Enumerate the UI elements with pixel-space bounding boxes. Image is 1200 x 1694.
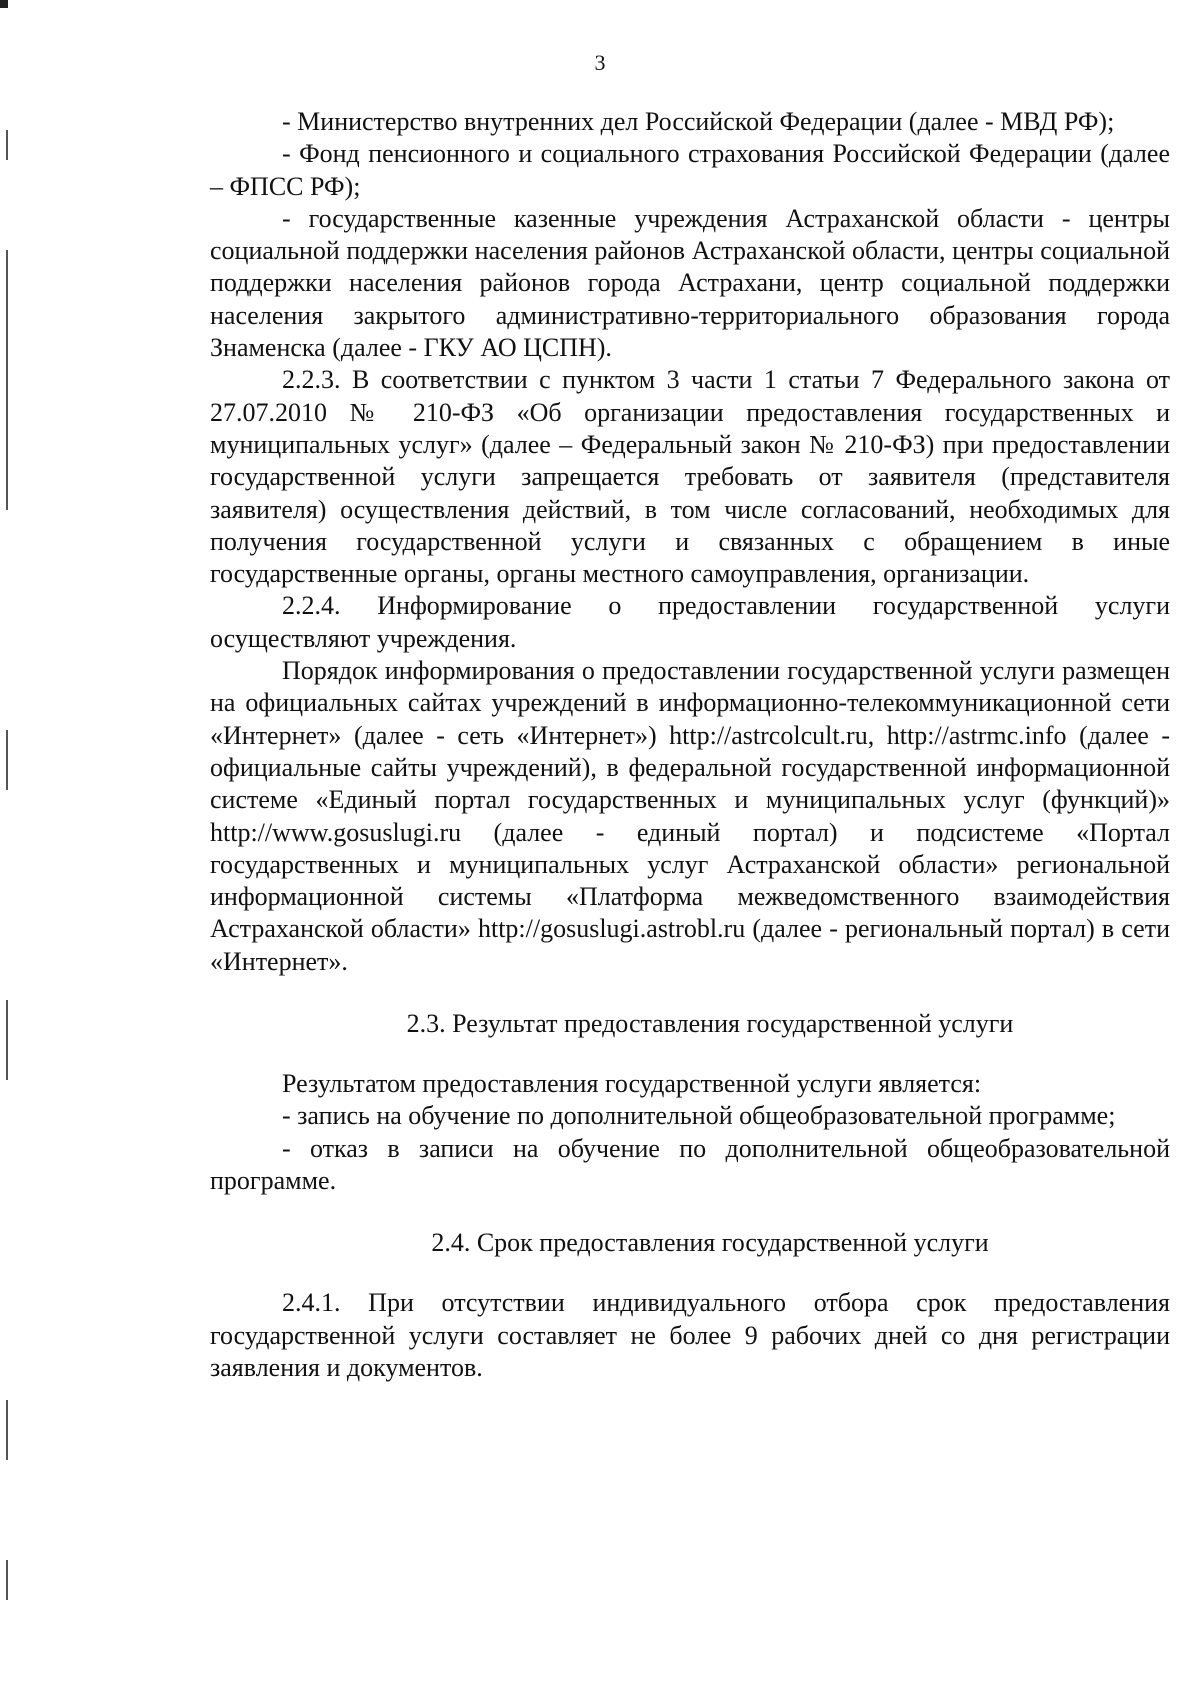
paragraph: - отказ в записи на обучение по дополнительной общеобразовательной программе.	[210, 1133, 1170, 1195]
paragraph: - запись на обучение по дополнительной общеобразовательной программе;	[282, 1101, 1116, 1131]
scan-artifact	[6, 250, 8, 510]
scan-artifact	[6, 1400, 8, 1460]
page-number: 3	[594, 50, 606, 75]
scan-artifact	[6, 1000, 8, 1080]
scan-artifact	[6, 130, 8, 160]
scan-artifact	[0, 0, 8, 8]
section-heading: 2.3. Результат предоставления государственной услуги	[406, 1009, 1014, 1039]
paragraph: 2.2.4. Информирование о предоставлении государственной услуги осуществляют учреждения.	[210, 591, 1170, 653]
paragraph: - государственные казенные учреждения Астраханской области - центры социальной поддержки населения районов Астраханской области, центры социальной поддержки населения районов города Астрахани, центр социальной поддержки населения закрытого административно-территориального образования города Знаменска (далее - ГКУ АО ЦСПН).	[210, 203, 1170, 363]
paragraph: - Министерство внутренних дел Российской Федерации (далее - МВД РФ);	[282, 107, 1115, 136]
paragraph: Порядок информирования о предоставлении государственной услуги размещен на официальных сайтах учреждений в информационно-телекоммуникационной сети «Интернет» (далее - сеть «Интернет») http://astrcolcult.ru, http://astrmc.info (далее - официальные сайты учреждений), в федеральной государственной информационной системе «Единый портал государственных и муниципальных услуг (функций)» http://www.gosuslugi.ru (далее - единый портал) и подсистеме «Портал государственных и муниципальных услуг Астраханской области» региональной информационной системы «Платформа межведомственного взаимодействия Астраханской области» http://gosuslugi.astrobl.ru (далее - региональный портал) в сети «Интернет».	[210, 656, 1170, 976]
document-body	[210, 106, 1170, 1384]
paragraph: 2.2.3. В соответствии с пунктом 3 части 1 статьи 7 Федерального закона от 27.07.2010 № 210-ФЗ «Об организации предоставления государственных и муниципальных услуг» (далее – Федеральный закон № 210-ФЗ) при предоставлении государственной услуги запрещается требовать от заявителя (представителя заявителя) осуществления действий, в том числе согласований, необходимых для получения государственной услуги и связанных с обращением в иные государственные органы, органы местного самоуправления, организации.	[210, 365, 1170, 589]
paragraph: - Фонд пенсионного и социального страхования Российской Федерации (далее – ФПСС РФ);	[210, 139, 1170, 201]
scan-artifact	[6, 730, 8, 790]
scan-artifact	[6, 1560, 8, 1600]
paragraph: Результатом предоставления государственной услуги является:	[282, 1069, 982, 1099]
section-heading: 2.4. Срок предоставления государственной услуги	[431, 1228, 989, 1258]
paragraph: 2.4.1. При отсутствии индивидуального отбора срок предоставления государственной услуги составляет не более 9 рабочих дней со дня регистрации заявления и документов.	[210, 1288, 1170, 1382]
